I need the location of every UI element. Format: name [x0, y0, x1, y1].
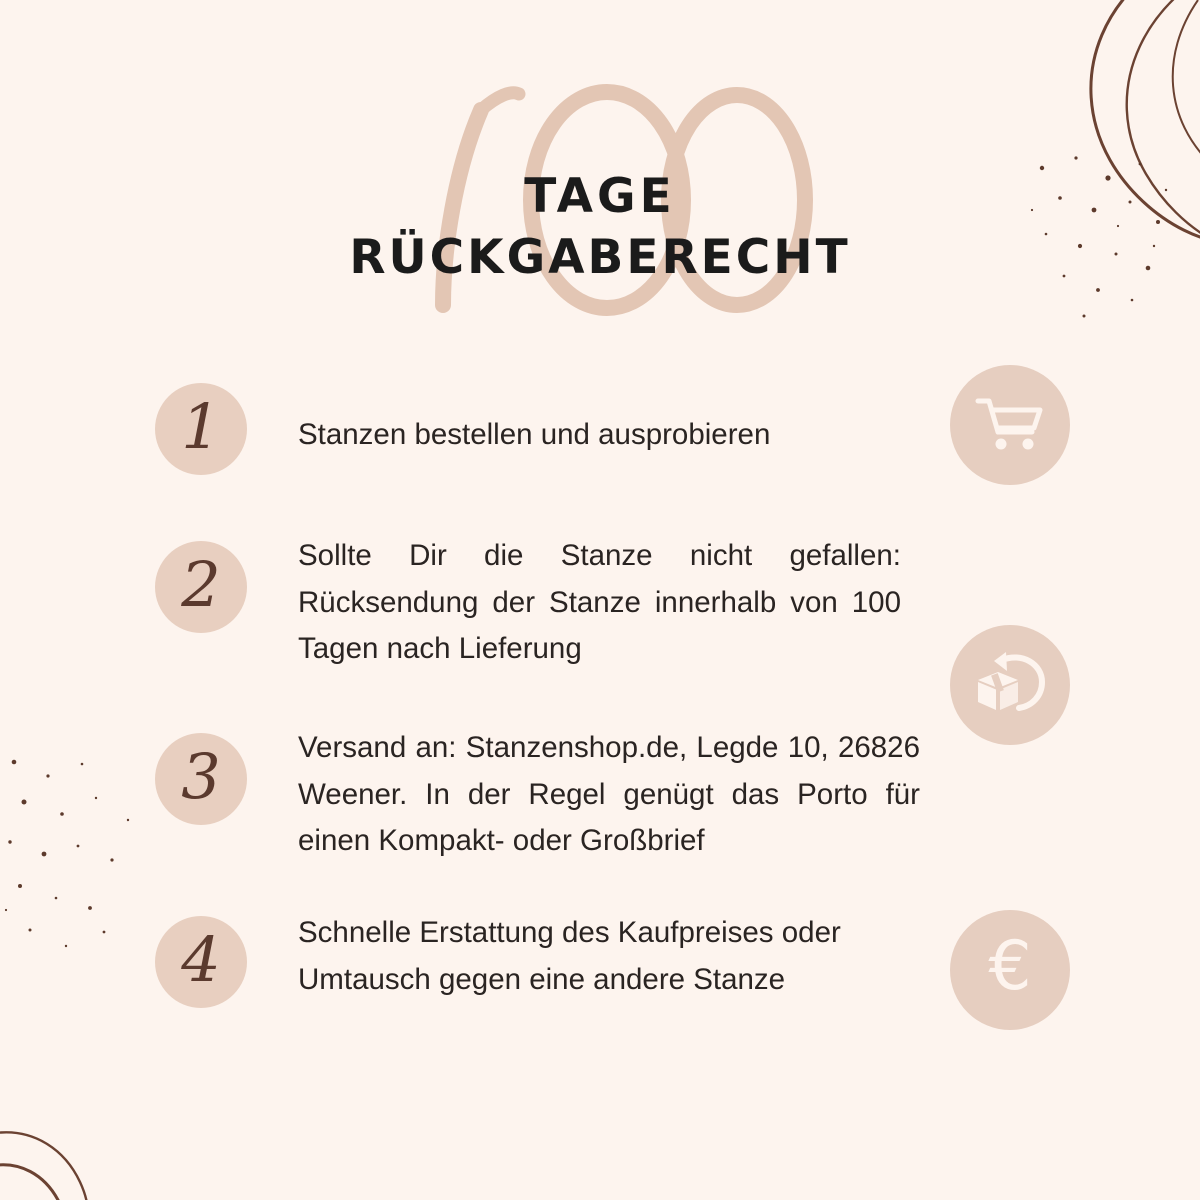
step-number: 1: [181, 390, 221, 463]
step-badge-1: [155, 383, 247, 475]
step-text: Schnelle Erstattung des Kaufpreises oder Umtausch gegen eine andere Stanze: [298, 916, 841, 996]
step-text: Sollte Dir die Stanze nicht gefallen: Rücksendung der Stanze innerhalb von 100 Tagen nach Lieferung: [298, 539, 901, 666]
step-number: 2: [181, 548, 221, 621]
step-number: 4: [181, 923, 221, 996]
return-parcel-icon: [972, 650, 1048, 720]
title-line-2: RÜCKGABERECHT: [349, 230, 851, 286]
title-line-1: TAGE: [524, 169, 676, 224]
step-badge-2: [155, 541, 247, 633]
hero-header: [0, 50, 1200, 350]
step-number: 3: [181, 740, 221, 813]
speckles-bottom-left-icon: [0, 750, 160, 970]
shopping-cart-icon: [974, 394, 1046, 456]
step-text: Versand an: Stanzenshop.de, Legde 10, 26826 Weener. In der Regel genügt das Porto für einen Kompakt- oder Großbrief: [298, 731, 920, 858]
page-title: [0, 166, 1200, 288]
euro-badge: [950, 910, 1070, 1030]
step-text: Stanzen bestellen und ausprobieren: [298, 418, 771, 451]
return-parcel-badge: [950, 625, 1070, 745]
euro-icon: €: [988, 927, 1032, 1006]
shopping-cart-badge: [950, 365, 1070, 485]
step-badge-3: [155, 733, 247, 825]
step-badge-4: [155, 916, 247, 1008]
